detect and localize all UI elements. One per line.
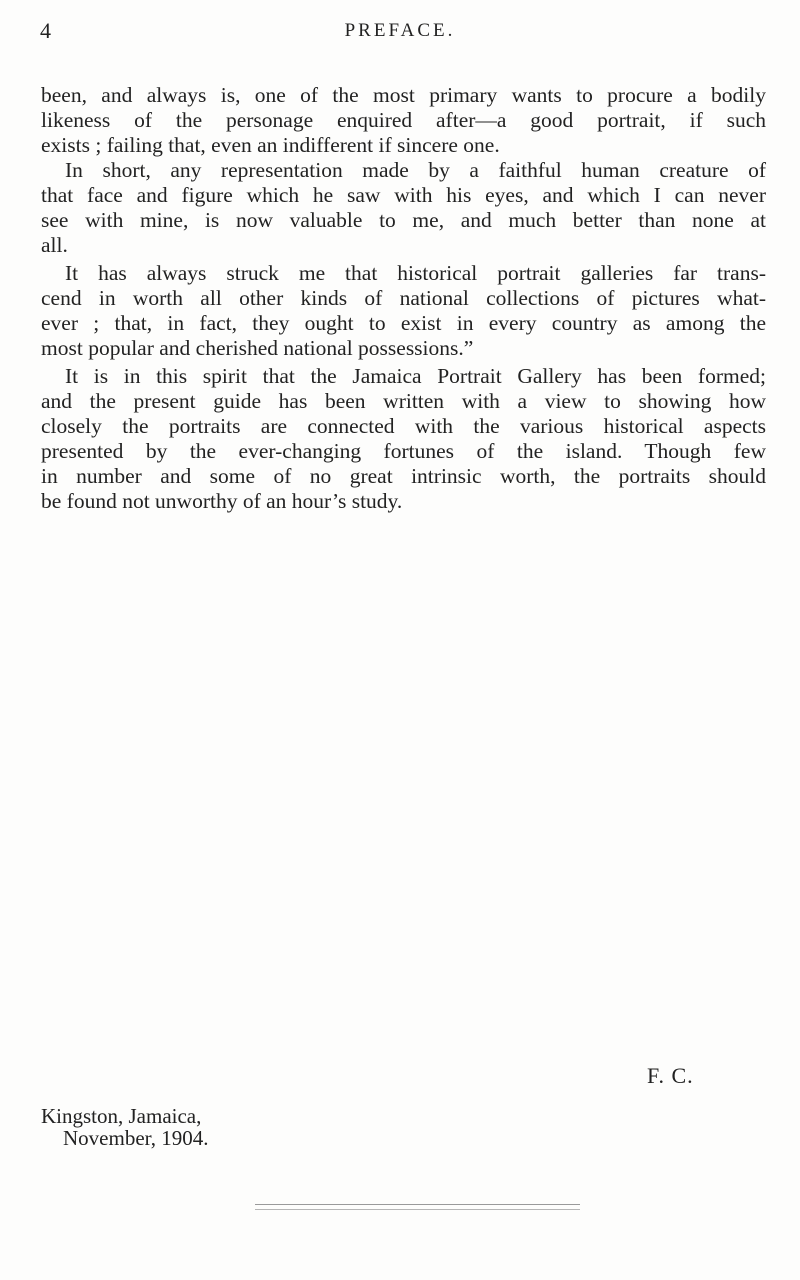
text-line: likeness of the personage enquired after—a good portrait, if such	[41, 108, 766, 132]
bottom-rule	[255, 1204, 580, 1205]
text-line: exists ; failing that, even an indifferent if sincere one.	[41, 133, 500, 157]
place-and-date	[41, 1105, 209, 1149]
text-line: that face and figure which he saw with his eyes, and which I can never	[41, 183, 766, 207]
preface-body	[41, 83, 766, 514]
date: November, 1904.	[63, 1126, 209, 1150]
author-initials: F. C.	[647, 1063, 694, 1088]
text-line: presented by the ever-changing fortunes of the island. Though few	[41, 439, 766, 463]
galleries-paragraph	[41, 261, 766, 361]
place: Kingston, Jamaica,	[41, 1104, 202, 1128]
text-line: ever ; that, in fact, they ought to exist in every country as among the	[41, 311, 766, 335]
text-line: It has always struck me that historical portrait galleries far trans-	[65, 261, 766, 285]
text-line: in number and some of no great intrinsic worth, the portraits should	[41, 464, 766, 488]
text-line: It is in this spirit that the Jamaica Portrait Gallery has been formed;	[65, 364, 766, 388]
short-paragraph	[41, 158, 766, 258]
quote-paragraph	[41, 83, 766, 158]
running-head: PREFACE.	[344, 20, 456, 41]
text-line: closely the portraits are connected with the various historical aspects	[41, 414, 766, 438]
text-line: be found not unworthy of an hour’s study.	[41, 489, 403, 513]
text-line: cend in worth all other kinds of national collections of pictures what-	[41, 286, 766, 310]
text-line: most popular and cherished national possessions.”	[41, 336, 474, 360]
text-line: and the present guide has been written with a view to showing how	[41, 389, 766, 413]
text-line: all.	[41, 233, 68, 257]
page-number: 4	[40, 18, 52, 43]
page-header	[40, 18, 760, 48]
text-line: been, and always is, one of the most primary wants to procure a bodily	[41, 83, 766, 107]
jamaica-paragraph	[41, 364, 766, 514]
bottom-rule	[255, 1209, 580, 1210]
text-line: In short, any representation made by a faithful human creature of	[65, 158, 766, 182]
text-line: see with mine, is now valuable to me, and much better than none at	[41, 208, 766, 232]
